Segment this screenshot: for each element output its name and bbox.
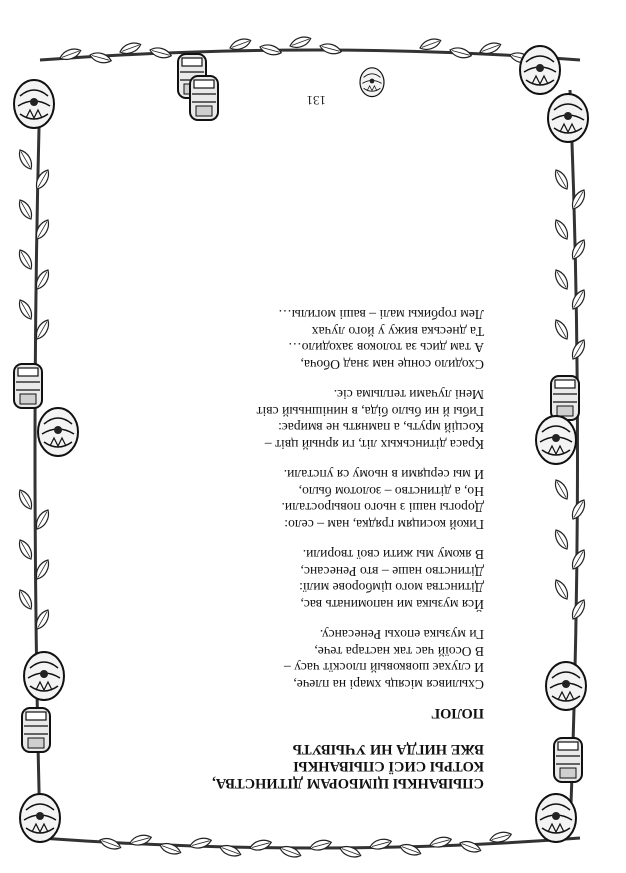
verse-line: В якому мы жити свої творили. [302, 547, 484, 563]
poem-title [134, 740, 484, 791]
verse-line: Краса дітинськых літ, ги ярный цвіт – [264, 437, 484, 452]
stanza [134, 386, 484, 452]
poem-text-area [134, 292, 494, 791]
stanza [134, 306, 484, 372]
verse-line: Та днеська вижу у його лучах [311, 324, 484, 339]
title-line: ВЖЕ НИГДА НИ УЧЫВУТЬ [292, 741, 484, 757]
stanza [134, 546, 484, 612]
title-line: СПЫВАНКЫ ЦІМБОРАМ ДІТИНСТВА, [212, 775, 484, 791]
stanza [134, 626, 484, 692]
verse-line: Гикой косицям грядка, нам – село: [284, 517, 484, 532]
verse-line: Дітинства мого цімборове милї: [299, 580, 484, 596]
verse-line: Сходило сонце нам знад Обоча, [300, 357, 484, 372]
verse-line: Схылився місяць хмарі на плече, [293, 677, 484, 692]
section-heading: ПОЛОГ [430, 705, 484, 721]
verse-line: И мы серцями в ньому ся упстали. [283, 467, 484, 483]
verse-line: И слухає шовковый плоскїт часу – [284, 660, 484, 676]
page-number: 131 [306, 93, 326, 108]
verse-line: Дорогы наші з нього повыростали. [281, 500, 484, 516]
verse-line: Но, а дітинство – золотом было, [298, 484, 484, 499]
verse-line: Йся музыка ми напоминать вас, [300, 597, 484, 612]
verse-line: Мені лучами теплыма сіє. [333, 387, 484, 403]
verse-line: Дітинство наше – вто Ренесанс, [300, 564, 484, 579]
verse-line: Ги музыка епохы Ренесансу. [319, 627, 484, 643]
verse-line: Гибы й ни было біда, в нинішньый світ [256, 404, 484, 419]
verse-line: Лем горбикы малі – ваші могилы… [278, 307, 484, 323]
title-line: КОТРЫ СИСЇ СПЫВАНКЫ [293, 758, 484, 774]
stanza [134, 466, 484, 532]
verse-line: Косцій мруть, а памнять не вмирає: [278, 420, 484, 436]
verse-line: А там дись за толоков заходило… [288, 340, 484, 356]
verse-line: В Осоїй час так настара тече, [314, 644, 484, 659]
